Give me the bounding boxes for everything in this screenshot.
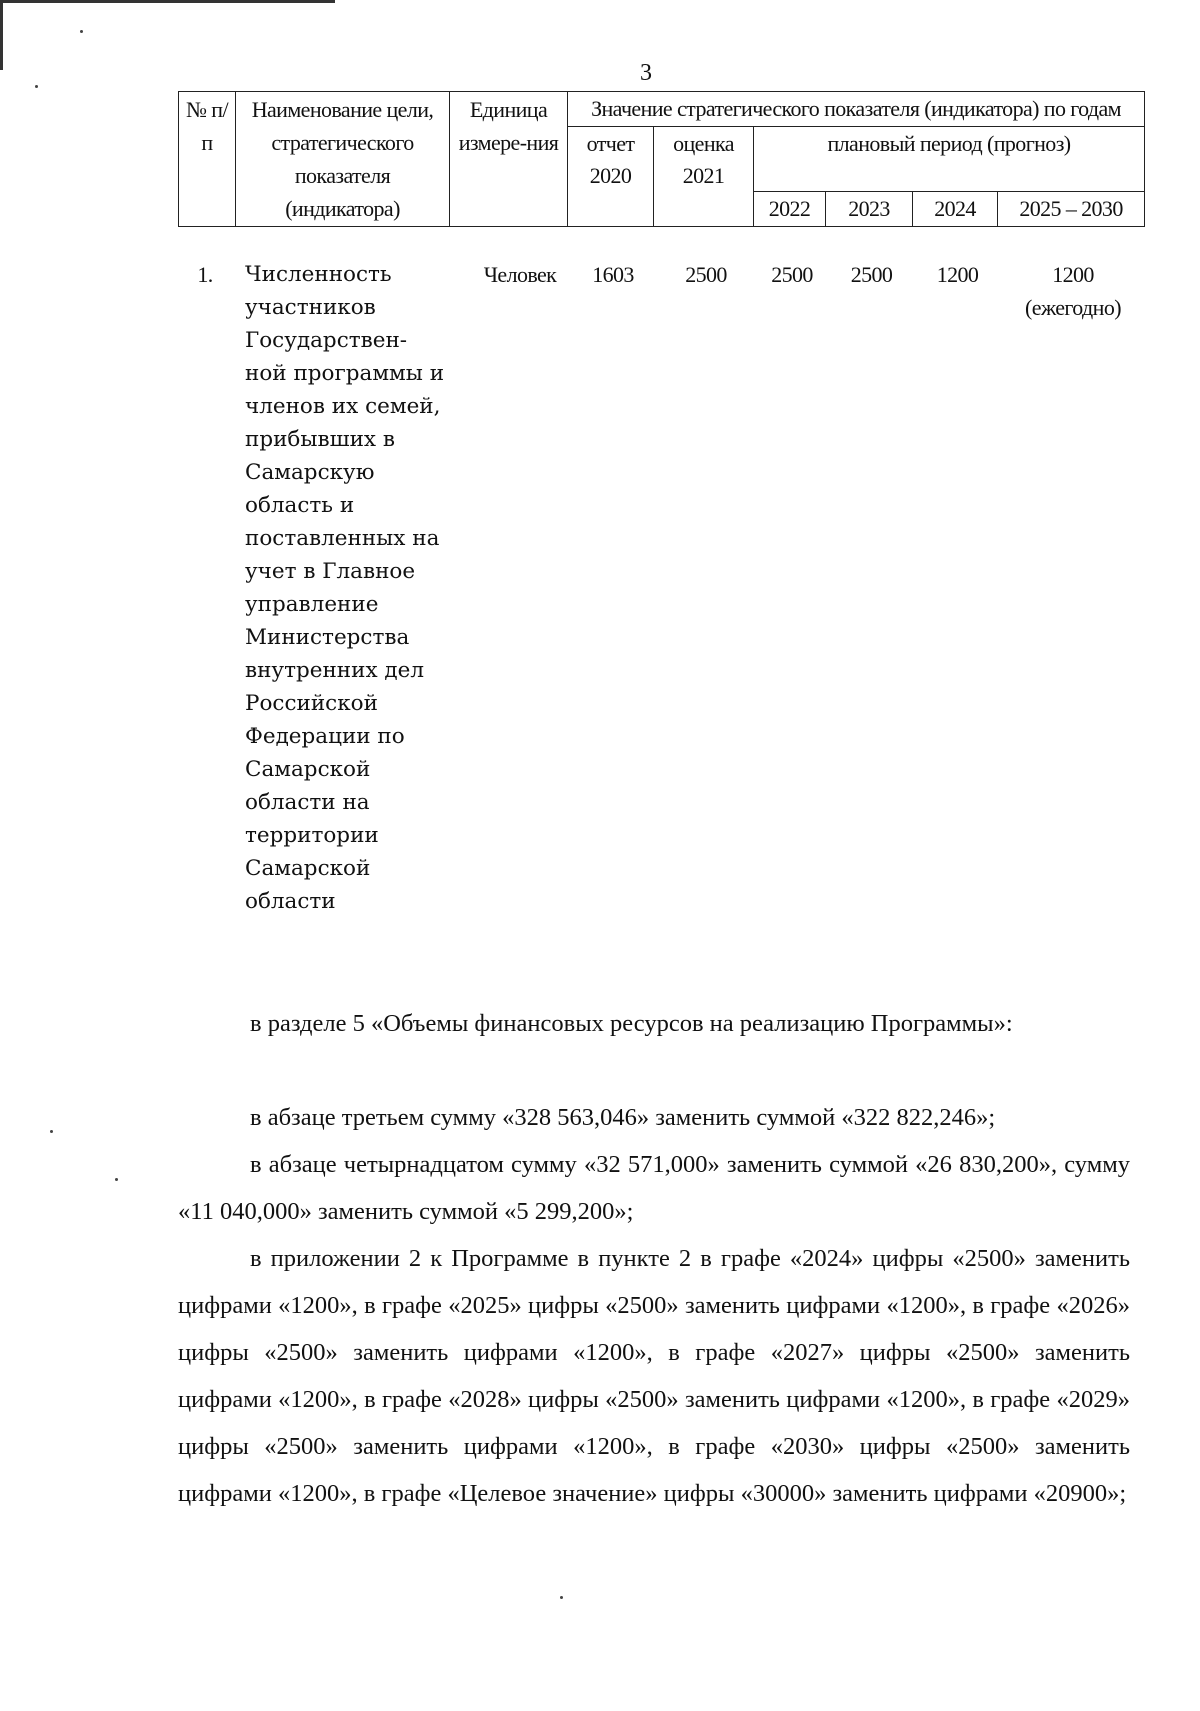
scan-speck xyxy=(80,30,83,33)
row-value-2025-2030-number: 1200 xyxy=(1052,262,1094,287)
header-report xyxy=(568,127,654,227)
scan-speck xyxy=(560,1596,563,1599)
row-value-2023: 2500 xyxy=(850,262,893,287)
paragraph xyxy=(178,1141,1130,1235)
row-value-note: (ежегодно) xyxy=(1025,295,1121,320)
paragraph xyxy=(178,1235,1130,1517)
header-estimate xyxy=(654,127,754,227)
header-year-2025-2030: 2025 – 2030 xyxy=(998,192,1145,227)
header-report-year: 2020 xyxy=(589,163,632,188)
header-num: № п/п xyxy=(179,92,236,227)
page-number: 3 xyxy=(640,60,652,86)
header-year-2024: 2024 xyxy=(913,192,998,227)
row-unit: Человек xyxy=(483,262,557,287)
paragraph-text: в абзаце третьем сумму «328 563,046» заменить суммой «322 822,246»; xyxy=(250,1104,996,1131)
row-value-2020: 1603 xyxy=(592,262,634,287)
scan-edge-line xyxy=(0,0,3,70)
header-unit: Единица измере-ния xyxy=(450,92,568,227)
row-value-2022: 2500 xyxy=(771,262,813,287)
paragraph-text: в абзаце четырнадцатом сумму «32 571,000» заменить суммой «26 830,200», сумму «11 040,000» заменить суммой «5 299,200»; xyxy=(178,1151,1130,1225)
scan-speck xyxy=(50,1130,53,1133)
scan-speck xyxy=(115,1178,118,1181)
header-year-2023: 2023 xyxy=(826,192,913,227)
indicator-table-header xyxy=(178,91,1145,227)
paragraph-text: в разделе 5 «Объемы финансовых ресурсов на реализацию Программы»: xyxy=(250,1010,1013,1037)
paragraph xyxy=(178,1000,1130,1047)
paragraph-text: в приложении 2 к Программе в пункте 2 в графе «2024» цифры «2500» заменить цифрами «1200», в графе «2025» цифры «2500» заменить цифрами «1200», в графе «2026» цифры «2500» заменить цифрами «1200», в графе «2027» цифры «2500» заменить цифрами «1200», в графе «2028» цифры «2500» заменить цифрами «1200», в графе «2029» цифры «2500» заменить цифрами «1200», в графе «2030» цифры «2500» заменить цифрами «1200», в графе «Целевое значение» цифры «30000» заменить цифрами «20900»; xyxy=(178,1245,1130,1507)
header-plan-group: плановый период (прогноз) xyxy=(754,127,1145,192)
scan-edge-line xyxy=(0,0,335,3)
header-estimate-year: 2021 xyxy=(682,163,725,188)
row-num: 1. xyxy=(197,262,213,287)
header-year-2022: 2022 xyxy=(754,192,826,227)
paragraph xyxy=(178,1094,1130,1141)
header-estimate-label: оценка xyxy=(673,131,734,156)
header-name: Наименование цели, стратегического показателя (индикатора) xyxy=(236,92,450,227)
row-value-2024: 1200 xyxy=(936,262,979,287)
row-goal-name: Численность участников Государствен-ной программы и членов их семей, прибывших в Самарскую область и поставленных на учет в Главное управление Министерства внутренних дел Российской Федерации по Самарской области на территории Самарской области xyxy=(245,262,445,914)
scan-speck xyxy=(35,85,38,88)
row-value-2025-2030 xyxy=(1000,258,1146,324)
header-report-label: отчет xyxy=(586,131,635,156)
header-values-group: Значение стратегического показателя (индикатора) по годам xyxy=(568,92,1145,127)
row-value-2021: 2500 xyxy=(685,262,727,287)
